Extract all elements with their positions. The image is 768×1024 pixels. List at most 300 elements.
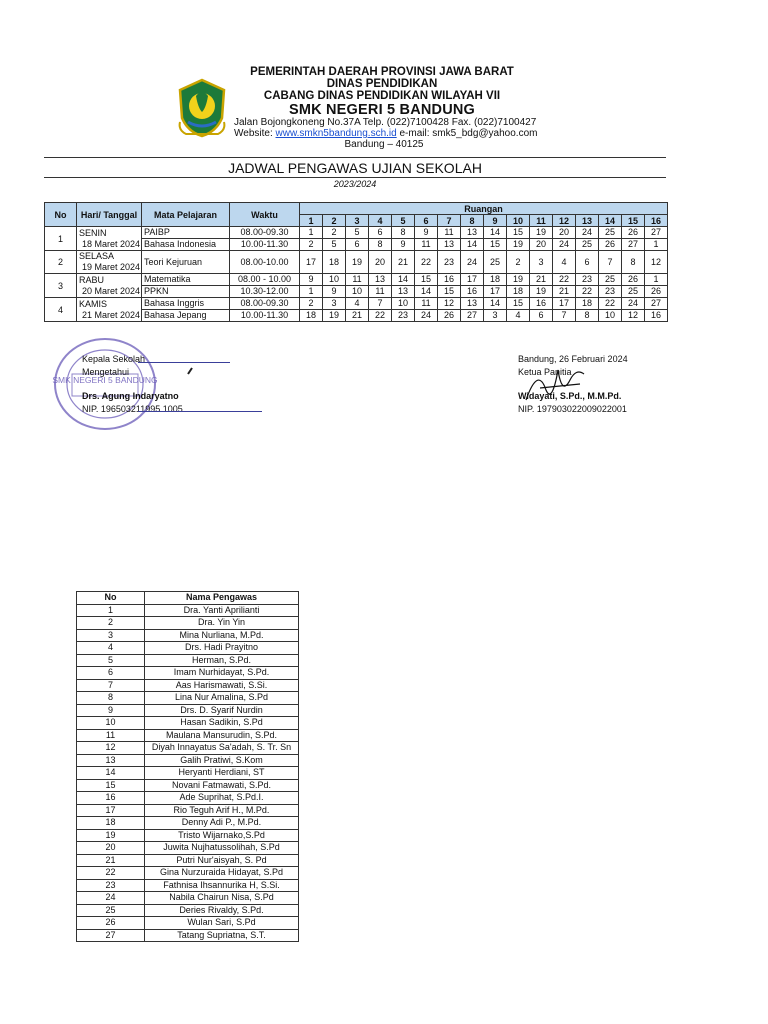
day-cell xyxy=(77,227,142,251)
room-cell xyxy=(415,227,438,251)
proctor-name: Deries Rivaldy, S.Pd. xyxy=(145,904,299,917)
column-header-no: No xyxy=(77,592,145,605)
room-number-header: 7 xyxy=(438,215,461,227)
exam-schedule-table xyxy=(44,202,668,322)
day-name: SENIN xyxy=(79,227,107,238)
proctor-number: 24 xyxy=(77,892,145,905)
proctor-number: 7 xyxy=(77,679,145,692)
website-label: Website: xyxy=(234,128,273,139)
room-assignment: 6 xyxy=(346,238,368,250)
room-assignment: 25 xyxy=(576,238,598,250)
room-assignment: 19 xyxy=(535,227,546,237)
room-assignment: 25 xyxy=(604,274,615,284)
room-assignment: 10 xyxy=(599,309,621,321)
session-time: 10.30-12.00 xyxy=(230,285,299,297)
proctor-table xyxy=(76,591,299,942)
room-number-header: 8 xyxy=(461,215,484,227)
room-cell xyxy=(392,227,415,251)
session-time: 08.00-10.00 xyxy=(240,257,289,267)
room-number-header: 12 xyxy=(553,215,576,227)
room-assignment: 27 xyxy=(650,227,661,237)
proctor-number: 26 xyxy=(77,917,145,930)
proctor-row xyxy=(77,904,299,917)
signature-line-bottom xyxy=(138,411,262,412)
room-cell xyxy=(530,298,553,322)
room-cell xyxy=(576,227,599,251)
room-number-header: 3 xyxy=(346,215,369,227)
room-assignment: 14 xyxy=(489,298,500,308)
proctor-number: 13 xyxy=(77,754,145,767)
room-assignment: 15 xyxy=(438,285,460,297)
subject-cell xyxy=(142,274,230,298)
room-cell xyxy=(346,298,369,322)
room-assignment: 11 xyxy=(415,238,437,250)
room-cell xyxy=(530,227,553,251)
room-assignment: 14 xyxy=(397,274,408,284)
day-cell xyxy=(77,274,142,298)
room-assignment: 13 xyxy=(466,298,477,308)
room-cell xyxy=(576,274,599,298)
proctor-name: Drs. D. Syarif Nurdin xyxy=(145,704,299,717)
room-cell xyxy=(507,274,530,298)
column-header-subject: Mata Pelajaran xyxy=(142,203,230,227)
room-assignment: 11 xyxy=(444,227,454,237)
room-assignment: 6 xyxy=(584,257,590,267)
room-assignment: 22 xyxy=(576,285,598,297)
proctor-number: 5 xyxy=(77,654,145,667)
room-assignment: 1 xyxy=(653,274,659,284)
day-number: 3 xyxy=(45,274,77,298)
room-cell xyxy=(507,298,530,322)
column-header-time: Waktu xyxy=(230,203,300,227)
room-cell xyxy=(323,298,346,322)
proctor-row xyxy=(77,792,299,805)
room-assignment: 27 xyxy=(461,309,483,321)
room-assignment: 8 xyxy=(369,238,391,250)
room-assignment: 9 xyxy=(308,274,314,284)
subject-name: Matematika xyxy=(144,274,191,284)
room-assignment: 2 xyxy=(300,238,322,250)
room-assignment: 13 xyxy=(466,227,477,237)
day-number: 1 xyxy=(45,227,77,251)
room-assignment: 21 xyxy=(553,285,575,297)
room-cell xyxy=(415,298,438,322)
room-cell xyxy=(599,227,622,251)
room-cell xyxy=(622,298,645,322)
stamp-label: SMK NEGERI 5 BANDUNG xyxy=(52,375,158,385)
proctor-name: Hasan Sadikin, S.Pd xyxy=(145,717,299,730)
room-assignment: 13 xyxy=(438,238,460,250)
room-cell xyxy=(553,251,576,274)
proctor-row xyxy=(77,804,299,817)
subject-cell xyxy=(142,227,230,251)
proctor-number: 9 xyxy=(77,704,145,717)
letterhead-divider xyxy=(44,157,666,158)
principal-role: Kepala Sekolah xyxy=(82,354,146,364)
room-assignment: 23 xyxy=(599,285,621,297)
room-cell xyxy=(369,298,392,322)
handwritten-signature-icon xyxy=(520,360,590,408)
session-time: 08.00-09.30 xyxy=(240,298,289,308)
proctor-name: Maulana Mansurudin, S.Pd. xyxy=(145,729,299,742)
proctor-name: Drs. Hadi Prayitno xyxy=(145,642,299,655)
room-assignment: 26 xyxy=(599,238,621,250)
column-header-no: No xyxy=(45,203,77,227)
room-assignment: 24 xyxy=(415,309,437,321)
room-assignment: 6 xyxy=(530,309,552,321)
proctor-name: Dra. Yin Yin xyxy=(145,617,299,630)
room-assignment: 14 xyxy=(489,227,500,237)
proctor-number: 12 xyxy=(77,742,145,755)
room-assignment: 1 xyxy=(645,238,667,250)
room-cell xyxy=(369,227,392,251)
proctor-number: 1 xyxy=(77,604,145,617)
principal-name: Drs. Agung Indaryatno xyxy=(82,391,179,401)
proctor-number: 11 xyxy=(77,729,145,742)
room-assignment: 11 xyxy=(369,285,391,297)
room-assignment: 11 xyxy=(421,298,431,308)
proctor-name: Rio Teguh Arif H., M.Pd. xyxy=(145,804,299,817)
room-cell xyxy=(599,251,622,274)
room-assignment: 23 xyxy=(581,274,592,284)
room-number-header: 2 xyxy=(323,215,346,227)
signature-mark-icon xyxy=(182,362,198,378)
room-cell xyxy=(645,251,668,274)
room-assignment: 12 xyxy=(443,298,454,308)
room-assignment: 6 xyxy=(377,227,383,237)
room-assignment: 5 xyxy=(354,227,360,237)
day-name: KAMIS xyxy=(79,298,108,309)
room-assignment: 13 xyxy=(392,285,414,297)
room-assignment: 7 xyxy=(607,257,613,267)
room-assignment: 18 xyxy=(489,274,500,284)
subject-name: PPKN xyxy=(142,285,229,297)
principal-acknowledged: Mengetahui xyxy=(82,366,130,377)
proctor-row xyxy=(77,817,299,830)
website-link[interactable]: www.smkn5bandung.sch.id xyxy=(275,128,397,139)
room-assignment: 16 xyxy=(535,298,546,308)
room-assignment: 21 xyxy=(346,309,368,321)
room-cell xyxy=(323,251,346,274)
room-cell xyxy=(599,298,622,322)
proctor-row xyxy=(77,754,299,767)
proctor-name: Denny Adi P., M.Pd. xyxy=(145,817,299,830)
room-assignment: 20 xyxy=(530,238,552,250)
room-assignment: 25 xyxy=(622,285,644,297)
room-assignment: 15 xyxy=(484,238,506,250)
room-cell xyxy=(484,227,507,251)
room-assignment: 21 xyxy=(397,257,408,267)
proctor-row xyxy=(77,642,299,655)
room-cell xyxy=(622,274,645,298)
room-assignment: 26 xyxy=(627,227,638,237)
subject-cell xyxy=(142,251,230,274)
header-line-dinas: DINAS PENDIDIKAN xyxy=(326,78,438,90)
room-assignment: 17 xyxy=(558,298,569,308)
room-assignment: 20 xyxy=(558,227,569,237)
proctor-row xyxy=(77,679,299,692)
proctor-name: Lina Nur Amalina, S.Pd xyxy=(145,692,299,705)
room-assignment: 7 xyxy=(553,309,575,321)
proctor-number: 27 xyxy=(77,929,145,942)
day-date: 21 Maret 2024 xyxy=(81,309,140,320)
proctor-name: Herman, S.Pd. xyxy=(145,654,299,667)
room-cell xyxy=(530,274,553,298)
room-assignment: 14 xyxy=(461,238,483,250)
proctor-number: 16 xyxy=(77,792,145,805)
room-cell xyxy=(346,274,369,298)
room-assignment: 21 xyxy=(535,274,546,284)
proctor-number: 4 xyxy=(77,642,145,655)
proctor-row xyxy=(77,617,299,630)
room-assignment: 24 xyxy=(466,257,477,267)
room-assignment: 26 xyxy=(645,285,667,297)
proctor-number: 18 xyxy=(77,817,145,830)
room-number-header: 6 xyxy=(415,215,438,227)
room-cell xyxy=(645,298,668,322)
proctor-number: 6 xyxy=(77,667,145,680)
committee-nip: NIP. 197903022009022001 xyxy=(518,403,627,414)
room-assignment: 27 xyxy=(650,298,661,308)
room-assignment: 19 xyxy=(507,238,529,250)
time-cell xyxy=(230,251,300,274)
room-cell xyxy=(369,251,392,274)
room-assignment: 15 xyxy=(512,227,523,237)
room-assignment: 8 xyxy=(576,309,598,321)
proctor-row xyxy=(77,604,299,617)
room-assignment: 7 xyxy=(377,298,383,308)
room-cell xyxy=(438,274,461,298)
proctor-name: Juwita Nujhatussolihah, S.Pd xyxy=(145,842,299,855)
room-assignment: 1 xyxy=(300,285,322,297)
room-assignment: 3 xyxy=(484,309,506,321)
proctor-number: 25 xyxy=(77,904,145,917)
room-cell xyxy=(484,251,507,274)
proctor-name: Dra. Yanti Aprilianti xyxy=(145,604,299,617)
room-cell xyxy=(645,227,668,251)
session-time: 10.00-11.30 xyxy=(230,309,299,321)
room-cell xyxy=(461,298,484,322)
proctor-name: Fathnisa Ihsannurika H, S.Si. xyxy=(145,879,299,892)
room-assignment: 9 xyxy=(423,227,429,237)
time-cell xyxy=(230,227,300,251)
room-cell xyxy=(645,274,668,298)
room-assignment: 4 xyxy=(507,309,529,321)
subject-name: Bahasa Inggris xyxy=(144,298,205,308)
proctor-name: Ade Suprihat, S.Pd.I. xyxy=(145,792,299,805)
proctor-name: Gina Nurzuraida Hidayat, S.Pd xyxy=(145,867,299,880)
day-number: 4 xyxy=(45,298,77,322)
room-assignment: 2 xyxy=(515,257,521,267)
west-java-emblem-icon xyxy=(176,78,228,138)
header-line-government: PEMERINTAH DAERAH PROVINSI JAWA BARAT xyxy=(250,66,514,78)
day-cell xyxy=(77,298,142,322)
room-assignment: 27 xyxy=(622,238,644,250)
room-cell xyxy=(300,227,323,251)
room-cell xyxy=(461,274,484,298)
proctor-row xyxy=(77,704,299,717)
committee-name: Widayati, S.Pd., M.M.Pd. xyxy=(518,391,622,401)
room-assignment: 5 xyxy=(323,238,345,250)
column-header-rooms: Ruangan xyxy=(300,203,668,215)
room-cell xyxy=(300,274,323,298)
proctor-name: Diyah Innayatus Sa'adah, S. Tr. Sn xyxy=(145,742,299,755)
proctor-number: 17 xyxy=(77,804,145,817)
school-address-block xyxy=(234,117,537,150)
room-cell xyxy=(507,251,530,274)
column-header-day: Hari/ Tanggal xyxy=(77,203,142,227)
day-cell xyxy=(77,251,142,274)
day-number: 2 xyxy=(45,251,77,274)
room-number-header: 10 xyxy=(507,215,530,227)
room-assignment: 2 xyxy=(308,298,314,308)
email-text: e-mail: smk5_bdg@yahoo.com xyxy=(399,128,538,139)
room-number-header: 9 xyxy=(484,215,507,227)
room-assignment: 14 xyxy=(415,285,437,297)
room-assignment: 17 xyxy=(305,257,316,267)
session-time: 08.00 - 10.00 xyxy=(237,274,292,284)
subject-name: Bahasa Jepang xyxy=(142,309,229,321)
proctor-number: 20 xyxy=(77,842,145,855)
committee-role: Ketua Panitia xyxy=(518,366,572,377)
room-cell xyxy=(622,227,645,251)
proctor-name: Aas Harismawati, S.Si. xyxy=(145,679,299,692)
proctor-name: Wulan Sari, S.Pd xyxy=(145,917,299,930)
room-number-header: 5 xyxy=(392,215,415,227)
proctor-row xyxy=(77,917,299,930)
room-number-header: 13 xyxy=(576,215,599,227)
proctor-name: Novani Fatmawati, S.Pd. xyxy=(145,779,299,792)
time-cell xyxy=(230,298,300,322)
day-name: SELASA xyxy=(79,251,115,261)
room-assignment: 12 xyxy=(622,309,644,321)
place-date: Bandung, 26 Februari 2024 xyxy=(518,354,628,364)
room-assignment: 22 xyxy=(369,309,391,321)
room-number-header: 15 xyxy=(622,215,645,227)
proctor-row xyxy=(77,717,299,730)
room-assignment: 26 xyxy=(438,309,460,321)
room-assignment: 10 xyxy=(397,298,408,308)
room-assignment: 23 xyxy=(443,257,454,267)
proctor-number: 2 xyxy=(77,617,145,630)
room-assignment: 22 xyxy=(604,298,615,308)
proctor-number: 14 xyxy=(77,767,145,780)
room-assignment: 24 xyxy=(627,298,638,308)
room-cell xyxy=(507,227,530,251)
proctor-row xyxy=(77,629,299,642)
proctor-number: 10 xyxy=(77,717,145,730)
room-cell xyxy=(484,298,507,322)
room-assignment: 19 xyxy=(323,309,345,321)
proctor-row xyxy=(77,742,299,755)
room-assignment: 16 xyxy=(461,285,483,297)
proctor-name: Mina Nurliana, M.Pd. xyxy=(145,629,299,642)
room-cell xyxy=(484,274,507,298)
day-date: 19 Maret 2024 xyxy=(81,262,140,272)
room-cell xyxy=(438,298,461,322)
room-cell xyxy=(415,274,438,298)
room-cell xyxy=(346,227,369,251)
proctor-row xyxy=(77,779,299,792)
room-cell xyxy=(392,298,415,322)
proctor-name: Tristo Wijarnako,S.Pd xyxy=(145,829,299,842)
room-assignment: 8 xyxy=(630,257,636,267)
room-cell xyxy=(323,274,346,298)
schedule-row xyxy=(45,298,668,322)
session-time: 08.00-09.30 xyxy=(240,227,289,237)
academic-year: 2023/2024 xyxy=(333,179,377,189)
room-assignment: 13 xyxy=(374,274,385,284)
room-cell xyxy=(461,227,484,251)
room-number-header: 4 xyxy=(369,215,392,227)
schedule-row xyxy=(45,251,668,274)
room-assignment: 15 xyxy=(512,298,523,308)
room-assignment: 23 xyxy=(392,309,414,321)
proctor-name: Imam Nurhidayat, S.Pd. xyxy=(145,667,299,680)
room-assignment: 1 xyxy=(308,227,314,237)
school-contact xyxy=(234,128,537,139)
subject-name: PAIBP xyxy=(144,227,170,237)
subject-name: Bahasa Indonesia xyxy=(142,238,229,250)
room-cell xyxy=(553,298,576,322)
room-assignment: 19 xyxy=(530,285,552,297)
room-assignment: 10 xyxy=(328,274,339,284)
room-cell xyxy=(576,298,599,322)
principal-nip: NIP. 196503211995 1005 xyxy=(82,403,183,414)
proctor-name: Nabila Chairun Nisa, S.Pd xyxy=(145,892,299,905)
room-cell xyxy=(415,251,438,274)
room-assignment: 17 xyxy=(466,274,477,284)
proctor-row xyxy=(77,842,299,855)
room-assignment: 9 xyxy=(392,238,414,250)
room-assignment: 3 xyxy=(331,298,337,308)
room-assignment: 16 xyxy=(443,274,454,284)
room-assignment: 2 xyxy=(331,227,337,237)
schedule-row xyxy=(45,274,668,298)
school-address: Jalan Bojongkoneng No.37A Telp. (022)7100428 Fax. (022)7100427 xyxy=(234,117,537,128)
proctor-row xyxy=(77,892,299,905)
day-date: 18 Maret 2024 xyxy=(81,238,140,249)
letterhead xyxy=(232,66,532,118)
room-assignment: 12 xyxy=(650,257,661,267)
room-assignment: 3 xyxy=(538,257,544,267)
proctor-number: 8 xyxy=(77,692,145,705)
subject-name: Teori Kejuruan xyxy=(144,257,203,267)
room-cell xyxy=(369,274,392,298)
room-assignment: 17 xyxy=(484,285,506,297)
document-title: JADWAL PENGAWAS UJIAN SEKOLAH xyxy=(228,160,482,176)
room-assignment: 18 xyxy=(507,285,529,297)
proctor-name: Putri Nur'aisyah, S. Pd xyxy=(145,854,299,867)
school-name: SMK NEGERI 5 BANDUNG xyxy=(288,102,476,118)
room-assignment: 10 xyxy=(346,285,368,297)
room-assignment: 16 xyxy=(645,309,667,321)
room-assignment: 22 xyxy=(558,274,569,284)
room-cell xyxy=(576,251,599,274)
room-assignment: 11 xyxy=(352,274,362,284)
room-number-header: 16 xyxy=(645,215,668,227)
room-cell xyxy=(300,298,323,322)
proctor-row xyxy=(77,692,299,705)
proctor-name: Heryanti Herdiani, ST xyxy=(145,767,299,780)
room-assignment: 18 xyxy=(300,309,322,321)
room-cell xyxy=(461,251,484,274)
proctor-number: 19 xyxy=(77,829,145,842)
proctor-row xyxy=(77,767,299,780)
room-cell xyxy=(392,274,415,298)
room-cell xyxy=(300,251,323,274)
room-number-header: 1 xyxy=(300,215,323,227)
